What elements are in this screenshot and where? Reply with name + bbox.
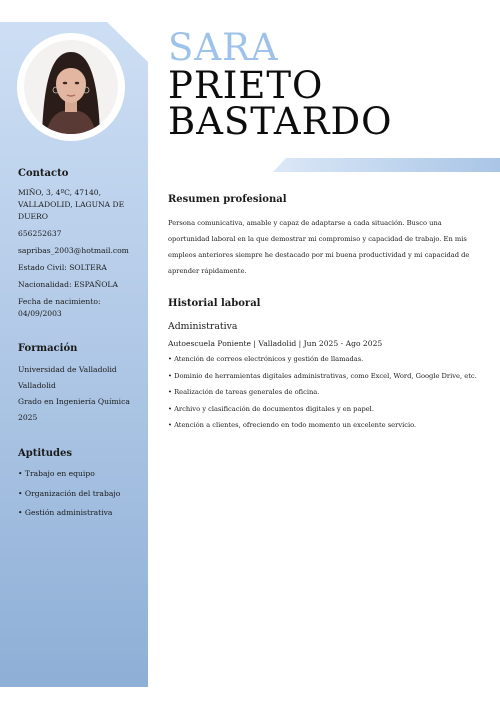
contact-section — [18, 168, 140, 325]
contact-nationality: Nacionalidad: ESPAÑOLA — [18, 280, 118, 289]
contact-email: sapribas_2003@hotmail.com — [18, 246, 129, 255]
summary-section — [168, 194, 480, 279]
last-name-line1: PRIETO — [168, 64, 324, 107]
work-heading: Historial laboral — [168, 298, 261, 309]
education-section — [18, 343, 140, 429]
job-task: • Realización de tareas generales de oficina. — [168, 387, 480, 398]
job-company-line: Autoescuela Poniente | Valladolid | Jun 2025 - Ago 2025 — [168, 339, 383, 348]
job-title: Administrativa — [168, 321, 238, 332]
skill-item: • Gestión administrativa — [18, 507, 140, 519]
education-year: 2025 — [18, 413, 38, 422]
skills-list — [18, 468, 140, 519]
education-heading: Formación — [18, 343, 78, 354]
contact-heading: Contacto — [18, 168, 69, 179]
last-name — [168, 64, 393, 143]
contact-phone: 656252637 — [18, 229, 62, 238]
last-name-line2: BASTARDO — [168, 100, 393, 143]
contact-birth: Fecha de nacimiento: 04/09/2003 — [18, 297, 101, 318]
profile-photo — [24, 40, 118, 134]
job-task: • Atención a clientes, ofreciendo en todo momento un excelente servicio. — [168, 420, 480, 431]
education-degree: Grado en Ingeniería Química — [18, 397, 130, 406]
job-task: • Dominio de herramientas digitales administrativas, como Excel, Word, Google Drive, etc. — [168, 371, 480, 382]
skills-heading: Aptitudes — [18, 448, 73, 459]
skill-item: • Trabajo en equipo — [18, 468, 140, 480]
work-section — [168, 298, 480, 437]
summary-heading: Resumen profesional — [168, 194, 287, 205]
contact-address: MIÑO, 3, 4ºC, 47140, VALLADOLID, LAGUNA DE DUERO — [18, 188, 125, 221]
skills-section — [18, 448, 140, 527]
job-task: • Atención de correos electrónicos y gestión de llamadas. — [168, 354, 480, 365]
contact-civil-status: Estado Civil: SOLTERA — [18, 263, 107, 272]
job-task: • Archivo y clasificación de documentos digitales y en papel. — [168, 404, 480, 415]
skill-item: • Organización del trabajo — [18, 488, 140, 500]
job-tasks — [168, 354, 480, 431]
first-name: SARA — [168, 26, 279, 69]
accent-bar — [273, 158, 500, 172]
education-institution: Universidad de Valladolid — [18, 365, 117, 374]
summary-text: Persona comunicativa, amable y capaz de adaptarse a cada situación. Busco una oportunidad laboral en la que demostrar mi compromiso y capacidad de trabajo. En mis empleos anteriores siempre he destacado por mi buena productividad y mi capacidad de aprender rápidamente. — [168, 219, 470, 275]
education-city: Valladolid — [18, 381, 56, 390]
